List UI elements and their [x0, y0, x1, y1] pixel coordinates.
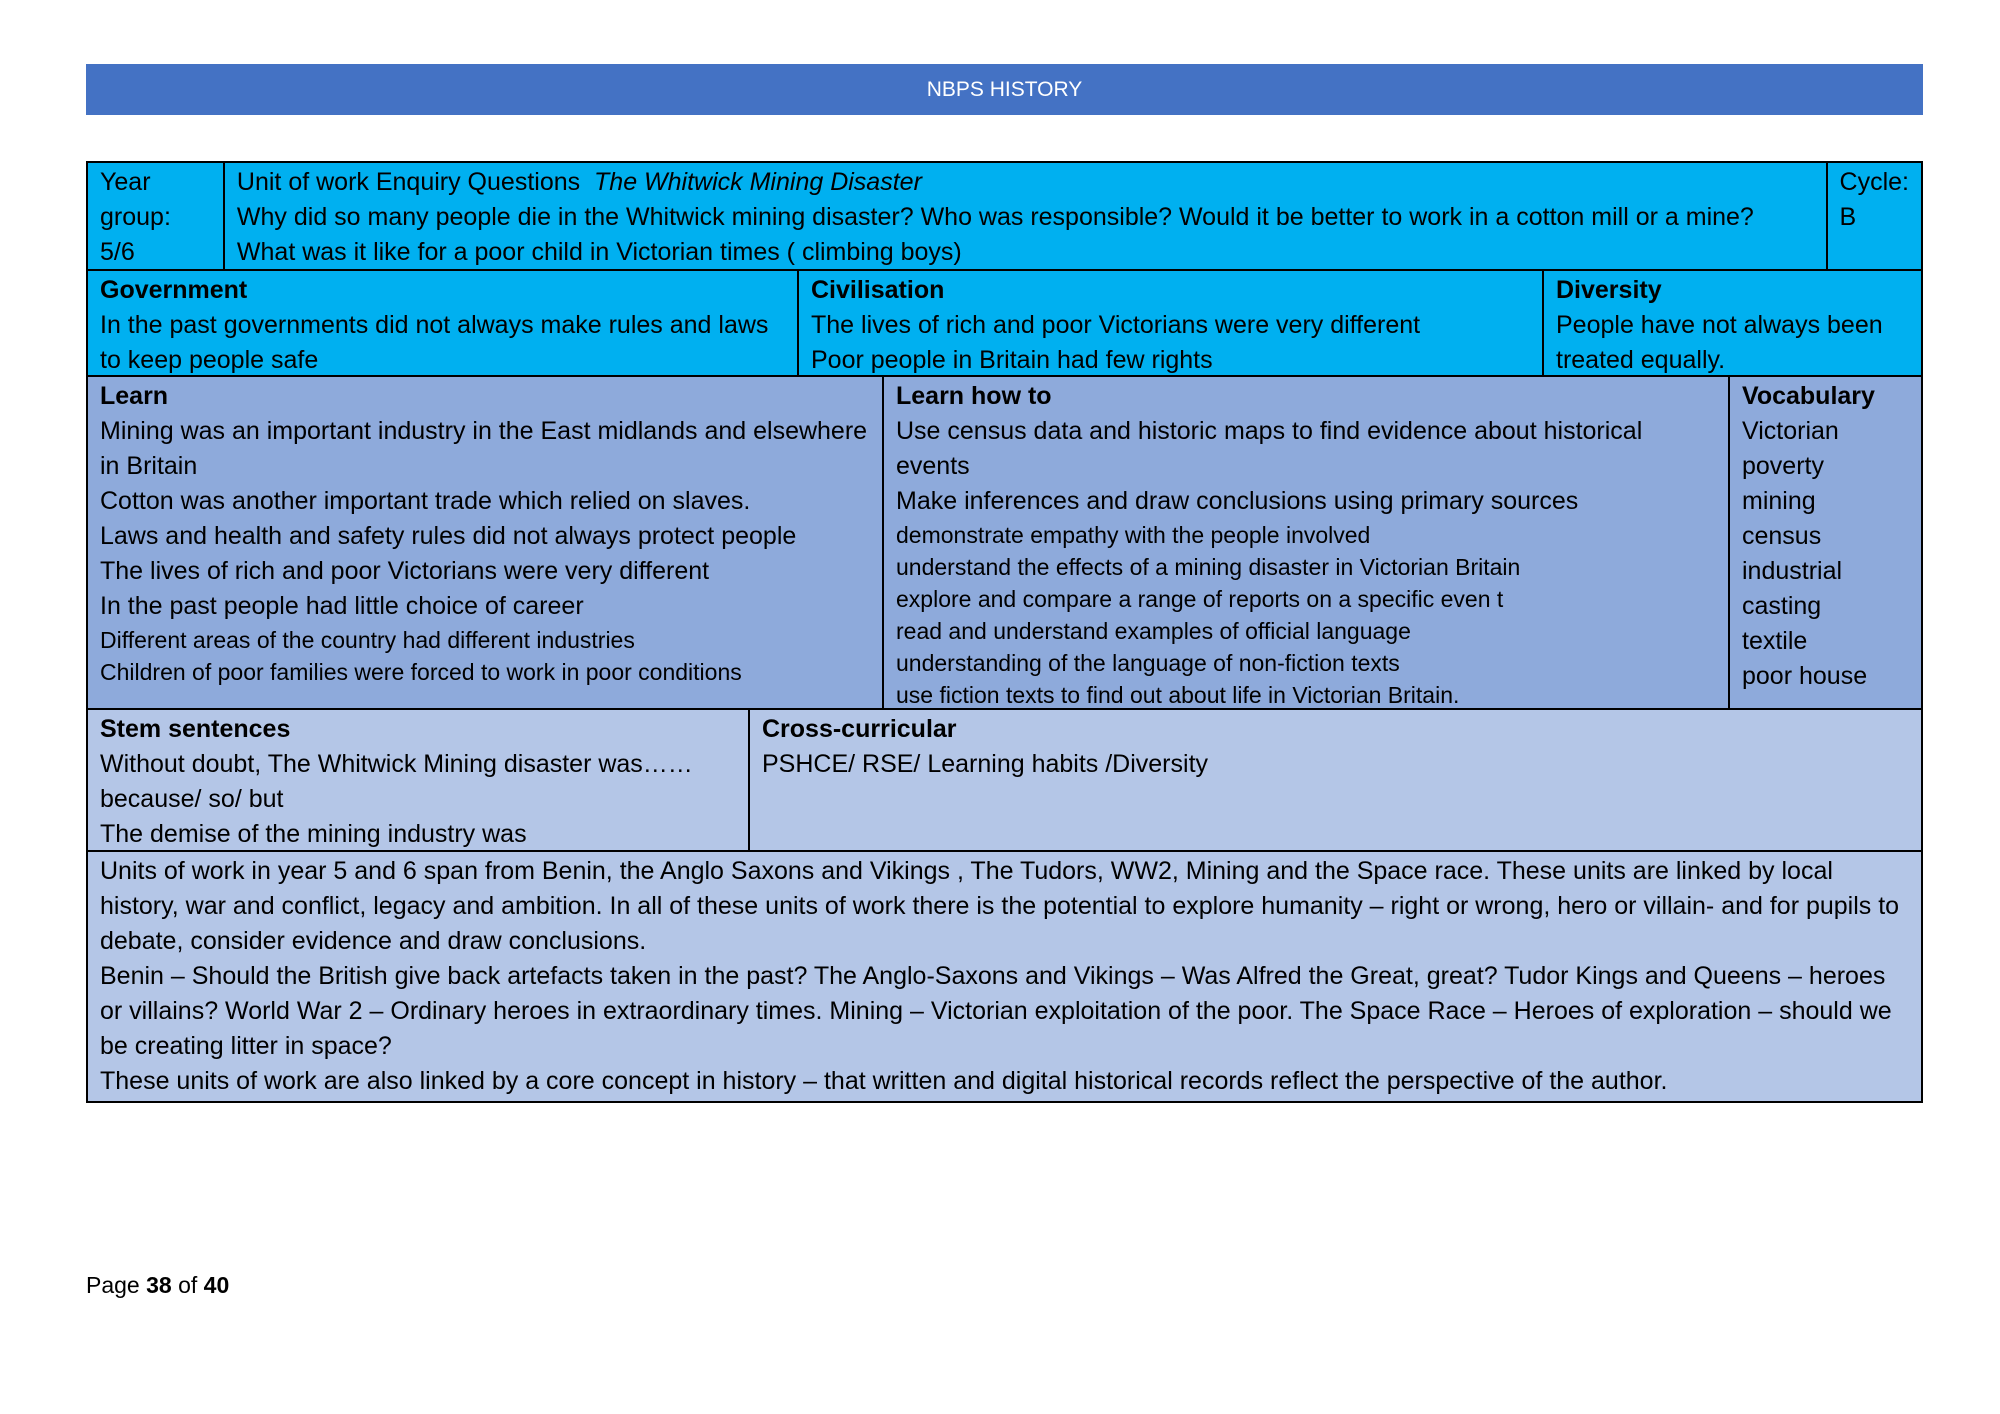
year-group-label: Year group: 5/6: [100, 168, 171, 266]
summary-paragraph: Units of work in year 5 and 6 span from Benin, the Anglo Saxons and Vikings , The Tudors, WW2, Mining and the Space race. These units are linked by local history, war and conflict, legacy and ambition. In all of these units of work there is the potential to explore humanity – right or wrong, hero or villain- and for pupils to debate, consider evidence and draw conclusions.: [100, 857, 1900, 955]
government-heading: Government: [100, 276, 248, 304]
learning-row: [88, 375, 1921, 708]
page-header: [86, 64, 1923, 115]
learn-item: Mining was an important industry in the East midlands and elsewhere in Britain: [100, 417, 868, 480]
learn-item: The lives of rich and poor Victorians were very different: [100, 557, 710, 585]
civilisation-heading: Civilisation: [811, 276, 945, 304]
summary-paragraph: These units of work are also linked by a core concept in history – that written and digital historical records reflect the perspective of the author.: [100, 1067, 1668, 1095]
stem-row: [88, 708, 1921, 850]
cycle-cell: [1826, 163, 1921, 269]
vocabulary-item: textile: [1742, 627, 1808, 655]
stem-item: Without doubt, The Whitwick Mining disaster was…… because/ so/ but: [100, 750, 693, 813]
enquiry-questions: Why did so many people die in the Whitwick mining disaster? Who was responsible? Would it be better to work in a cotton mill or a mine? What was it like for a poor child in Victorian times ( climbing boys): [236, 203, 1754, 266]
vocabulary-heading: Vocabulary: [1742, 382, 1875, 410]
summary-cell: [88, 852, 1921, 1101]
cross-curricular-heading: Cross-curricular: [762, 715, 957, 743]
header-title: NBPS HISTORY: [926, 77, 1083, 101]
cycle-label: Cycle: B: [1839, 168, 1909, 231]
learn-item: Cotton was another important trade which relied on slaves.: [100, 487, 751, 515]
page-footer: [86, 1272, 229, 1299]
summary-paragraph: Benin – Should the British give back artefacts taken in the past? The Anglo-Saxons and Vikings – Was Alfred the Great, great? Tudor Kings and Queens – heroes or villains? World War 2 – Ordinary heroes in extraordinary times. Mining – Victorian exploitation of the poor. The Space Race – Heroes of exploration – should we be creating litter in space?: [100, 962, 1892, 1060]
civilisation-line: Poor people in Britain had few rights: [811, 346, 1213, 374]
cross-curricular-text: PSHCE/ RSE/ Learning habits /Diversity: [762, 750, 1209, 778]
diversity-cell: [1542, 271, 1921, 375]
vocabulary-item: poverty: [1742, 452, 1824, 480]
government-cell: [88, 271, 797, 375]
vocabulary-item: census: [1742, 522, 1822, 550]
learn-how-item: demonstrate empathy with the people involved: [896, 522, 1371, 548]
vocabulary-item: poor house: [1742, 662, 1868, 690]
learn-item: In the past people had little choice of career: [100, 592, 584, 620]
page-total: 40: [203, 1272, 230, 1298]
learn-cell: [88, 377, 882, 708]
learn-how-item: understanding of the language of non-fiction texts: [896, 650, 1400, 676]
government-text: In the past governments did not always make rules and laws to keep people safe: [100, 311, 769, 374]
learn-how-item: read and understand examples of official language: [896, 618, 1411, 644]
unit-table: [86, 161, 1923, 1103]
learn-how-item: use fiction texts to find out about life in Victorian Britain.: [896, 682, 1460, 708]
summary-row: [88, 850, 1921, 1101]
learn-how-item: Use census data and historic maps to find evidence about historical events: [896, 417, 1643, 480]
diversity-text: People have not always been treated equally.: [1556, 311, 1883, 374]
stem-cell: [88, 710, 748, 850]
learn-heading: Learn: [100, 382, 169, 410]
vocabulary-cell: [1728, 377, 1921, 708]
concepts-row: [88, 269, 1921, 375]
unit-row: [88, 163, 1921, 269]
diversity-heading: Diversity: [1556, 276, 1662, 304]
unit-cell: [223, 163, 1826, 269]
of-word: of: [178, 1272, 198, 1298]
stem-heading: Stem sentences: [100, 715, 291, 743]
unit-label: Unit of work Enquiry Questions: [236, 168, 581, 196]
vocabulary-item: mining: [1742, 487, 1816, 515]
page-word: Page: [86, 1272, 140, 1298]
page-number: 38: [146, 1272, 172, 1298]
year-group-cell: [88, 163, 223, 269]
stem-item: The demise of the mining industry was: [100, 820, 527, 848]
vocabulary-item: industrial: [1742, 557, 1843, 585]
learn-how-cell: [882, 377, 1728, 708]
civilisation-line: The lives of rich and poor Victorians were very different: [811, 311, 1421, 339]
vocabulary-item: casting: [1742, 592, 1822, 620]
unit-title: The Whitwick Mining Disaster: [594, 168, 922, 196]
learn-item: Children of poor families were forced to work in poor conditions: [100, 659, 742, 685]
learn-item: Different areas of the country had different industries: [100, 627, 635, 653]
learn-how-item: explore and compare a range of reports on a specific even t: [896, 586, 1504, 612]
learn-how-item: understand the effects of a mining disaster in Victorian Britain: [896, 554, 1521, 580]
learn-item: Laws and health and safety rules did not always protect people: [100, 522, 797, 550]
learn-how-heading: Learn how to: [896, 382, 1052, 410]
civilisation-cell: [797, 271, 1542, 375]
vocabulary-item: Victorian: [1742, 417, 1839, 445]
learn-how-item: Make inferences and draw conclusions using primary sources: [896, 487, 1579, 515]
cross-curricular-cell: [748, 710, 1921, 850]
